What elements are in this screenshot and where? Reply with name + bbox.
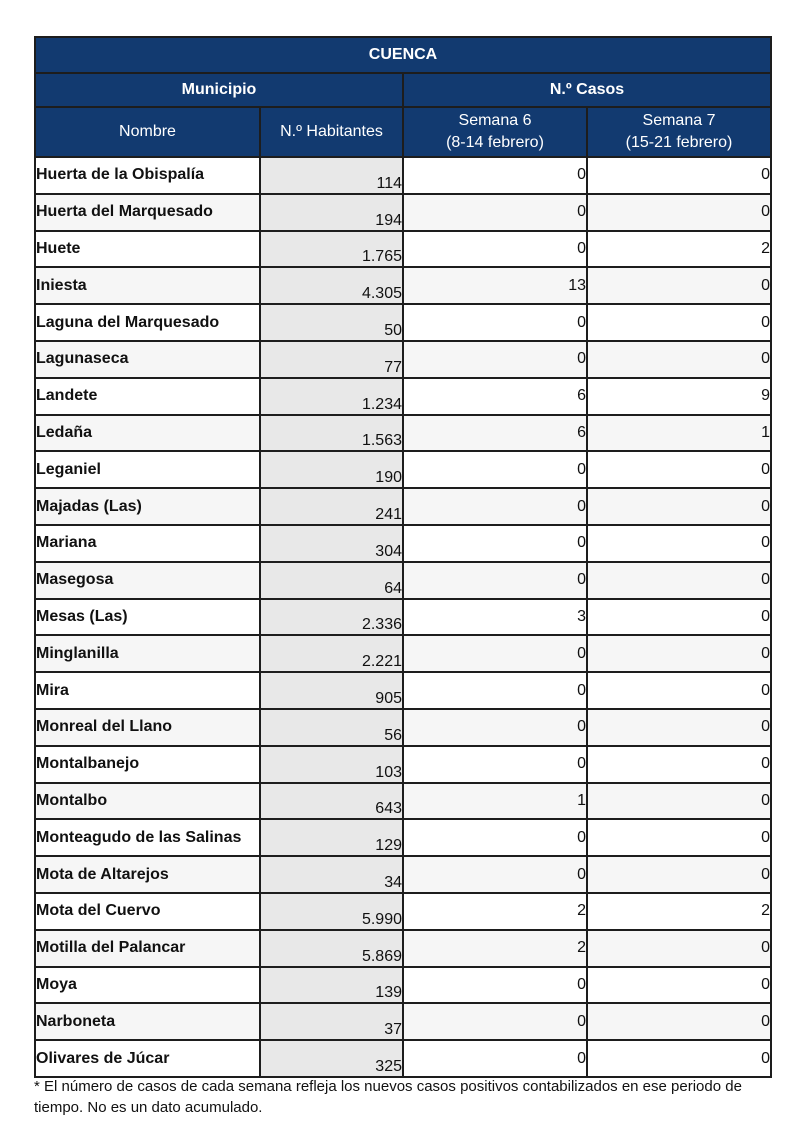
semana-7-cases: 0 bbox=[587, 635, 771, 672]
table-row bbox=[35, 1003, 771, 1040]
semana-7-cases: 2 bbox=[587, 893, 771, 930]
table-row bbox=[35, 267, 771, 304]
habitantes-value: 2.336 bbox=[260, 599, 403, 636]
semana-7-cases: 9 bbox=[587, 378, 771, 415]
table-row bbox=[35, 635, 771, 672]
table-row bbox=[35, 746, 771, 783]
semana-6-cases: 0 bbox=[403, 194, 587, 231]
semana-6-cases: 0 bbox=[403, 1040, 587, 1077]
table-row bbox=[35, 525, 771, 562]
table-row bbox=[35, 231, 771, 268]
semana-7-cases: 0 bbox=[587, 1040, 771, 1077]
municipio-name: Olivares de Júcar bbox=[35, 1040, 260, 1077]
municipio-name: Ledaña bbox=[35, 415, 260, 452]
habitantes-value: 325 bbox=[260, 1040, 403, 1077]
semana-6-cases: 0 bbox=[403, 451, 587, 488]
habitantes-value: 5.990 bbox=[260, 893, 403, 930]
table-row bbox=[35, 967, 771, 1004]
group-header-casos: N.º Casos bbox=[403, 73, 771, 107]
semana-6-cases: 0 bbox=[403, 304, 587, 341]
municipio-name: Mota de Altarejos bbox=[35, 856, 260, 893]
semana-6-cases: 0 bbox=[403, 231, 587, 268]
municipio-name: Laguna del Marquesado bbox=[35, 304, 260, 341]
habitantes-value: 190 bbox=[260, 451, 403, 488]
habitantes-value: 139 bbox=[260, 967, 403, 1004]
footnote: * El número de casos de cada semana refleja los nuevos casos positivos contabilizados en ese periodo de tiempo. No es un dato acumulado. bbox=[34, 1078, 742, 1116]
habitantes-value: 1.765 bbox=[260, 231, 403, 268]
semana-7-cases: 2 bbox=[587, 231, 771, 268]
municipio-name: Huerta del Marquesado bbox=[35, 194, 260, 231]
habitantes-value: 114 bbox=[260, 157, 403, 194]
group-header-municipio: Municipio bbox=[35, 73, 403, 107]
municipio-name: Monteagudo de las Salinas bbox=[35, 819, 260, 856]
table-row bbox=[35, 304, 771, 341]
habitantes-value: 643 bbox=[260, 783, 403, 820]
table-row bbox=[35, 893, 771, 930]
habitantes-value: 37 bbox=[260, 1003, 403, 1040]
table-row bbox=[35, 709, 771, 746]
column-header-semana-7 bbox=[587, 107, 771, 157]
semana-6-cases: 0 bbox=[403, 672, 587, 709]
table-title: CUENCA bbox=[35, 37, 771, 73]
municipio-name: Iniesta bbox=[35, 267, 260, 304]
table-row bbox=[35, 562, 771, 599]
table-row bbox=[35, 1040, 771, 1077]
semana-7-cases: 0 bbox=[587, 856, 771, 893]
table-row bbox=[35, 157, 771, 194]
semana-7-cases: 0 bbox=[587, 562, 771, 599]
municipio-name: Mesas (Las) bbox=[35, 599, 260, 636]
column-header-nombre: Nombre bbox=[35, 107, 260, 157]
municipio-name: Huete bbox=[35, 231, 260, 268]
municipio-name: Huerta de la Obispalía bbox=[35, 157, 260, 194]
habitantes-value: 5.869 bbox=[260, 930, 403, 967]
municipio-name: Masegosa bbox=[35, 562, 260, 599]
semana-6-cases: 0 bbox=[403, 525, 587, 562]
municipio-name: Montalbanejo bbox=[35, 746, 260, 783]
semana-7-cases: 0 bbox=[587, 709, 771, 746]
municipio-name: Landete bbox=[35, 378, 260, 415]
semana-7-cases: 0 bbox=[587, 525, 771, 562]
semana-7-cases: 0 bbox=[587, 930, 771, 967]
column-header-semana-6 bbox=[403, 107, 587, 157]
semana-7-cases: 0 bbox=[587, 1003, 771, 1040]
habitantes-value: 56 bbox=[260, 709, 403, 746]
municipio-name: Mota del Cuervo bbox=[35, 893, 260, 930]
table-row bbox=[35, 451, 771, 488]
semana-6-cases: 0 bbox=[403, 341, 587, 378]
semana-6-cases: 13 bbox=[403, 267, 587, 304]
table-row bbox=[35, 856, 771, 893]
semana-7-cases: 0 bbox=[587, 599, 771, 636]
habitantes-value: 34 bbox=[260, 856, 403, 893]
habitantes-value: 4.305 bbox=[260, 267, 403, 304]
cases-table bbox=[34, 36, 772, 1078]
table-row bbox=[35, 672, 771, 709]
habitantes-value: 129 bbox=[260, 819, 403, 856]
semana-6-cases: 6 bbox=[403, 378, 587, 415]
municipio-name: Leganiel bbox=[35, 451, 260, 488]
habitantes-value: 103 bbox=[260, 746, 403, 783]
semana-7-cases: 0 bbox=[587, 304, 771, 341]
table-row bbox=[35, 488, 771, 525]
semana-6-range: (8-14 febrero) bbox=[446, 134, 544, 151]
column-header-habitantes: N.º Habitantes bbox=[260, 107, 403, 157]
semana-6-label: Semana 6 bbox=[458, 112, 532, 129]
table-row bbox=[35, 341, 771, 378]
semana-6-cases: 3 bbox=[403, 599, 587, 636]
habitantes-value: 905 bbox=[260, 672, 403, 709]
semana-6-cases: 0 bbox=[403, 157, 587, 194]
semana-7-label: Semana 7 bbox=[642, 112, 716, 129]
semana-7-cases: 0 bbox=[587, 157, 771, 194]
semana-6-cases: 0 bbox=[403, 746, 587, 783]
table-row bbox=[35, 819, 771, 856]
habitantes-value: 1.234 bbox=[260, 378, 403, 415]
semana-6-cases: 0 bbox=[403, 967, 587, 1004]
municipio-name: Mira bbox=[35, 672, 260, 709]
semana-6-cases: 0 bbox=[403, 635, 587, 672]
habitantes-value: 194 bbox=[260, 194, 403, 231]
semana-6-cases: 0 bbox=[403, 488, 587, 525]
semana-7-range: (15-21 febrero) bbox=[625, 134, 733, 151]
semana-6-cases: 1 bbox=[403, 783, 587, 820]
habitantes-value: 304 bbox=[260, 525, 403, 562]
table-row bbox=[35, 599, 771, 636]
table-row bbox=[35, 415, 771, 452]
semana-7-cases: 0 bbox=[587, 819, 771, 856]
habitantes-value: 50 bbox=[260, 304, 403, 341]
semana-7-cases: 0 bbox=[587, 967, 771, 1004]
municipio-name: Minglanilla bbox=[35, 635, 260, 672]
table-body bbox=[35, 157, 771, 1077]
semana-7-cases: 0 bbox=[587, 783, 771, 820]
habitantes-value: 2.221 bbox=[260, 635, 403, 672]
semana-7-cases: 1 bbox=[587, 415, 771, 452]
semana-7-cases: 0 bbox=[587, 488, 771, 525]
habitantes-value: 1.563 bbox=[260, 415, 403, 452]
semana-6-cases: 0 bbox=[403, 562, 587, 599]
municipio-name: Motilla del Palancar bbox=[35, 930, 260, 967]
table-row bbox=[35, 930, 771, 967]
table-header bbox=[35, 37, 771, 157]
habitantes-value: 241 bbox=[260, 488, 403, 525]
semana-6-cases: 0 bbox=[403, 819, 587, 856]
municipio-name: Narboneta bbox=[35, 1003, 260, 1040]
semana-7-cases: 0 bbox=[587, 451, 771, 488]
semana-6-cases: 0 bbox=[403, 1003, 587, 1040]
table-row bbox=[35, 194, 771, 231]
semana-7-cases: 0 bbox=[587, 194, 771, 231]
habitantes-value: 77 bbox=[260, 341, 403, 378]
table-row bbox=[35, 378, 771, 415]
municipio-name: Majadas (Las) bbox=[35, 488, 260, 525]
municipio-name: Moya bbox=[35, 967, 260, 1004]
semana-7-cases: 0 bbox=[587, 341, 771, 378]
semana-7-cases: 0 bbox=[587, 267, 771, 304]
municipio-name: Mariana bbox=[35, 525, 260, 562]
municipio-name: Montalbo bbox=[35, 783, 260, 820]
semana-6-cases: 2 bbox=[403, 893, 587, 930]
semana-6-cases: 2 bbox=[403, 930, 587, 967]
habitantes-value: 64 bbox=[260, 562, 403, 599]
semana-6-cases: 0 bbox=[403, 856, 587, 893]
municipio-name: Monreal del Llano bbox=[35, 709, 260, 746]
municipio-name: Lagunaseca bbox=[35, 341, 260, 378]
table-row bbox=[35, 783, 771, 820]
semana-6-cases: 6 bbox=[403, 415, 587, 452]
semana-7-cases: 0 bbox=[587, 746, 771, 783]
semana-7-cases: 0 bbox=[587, 672, 771, 709]
semana-6-cases: 0 bbox=[403, 709, 587, 746]
